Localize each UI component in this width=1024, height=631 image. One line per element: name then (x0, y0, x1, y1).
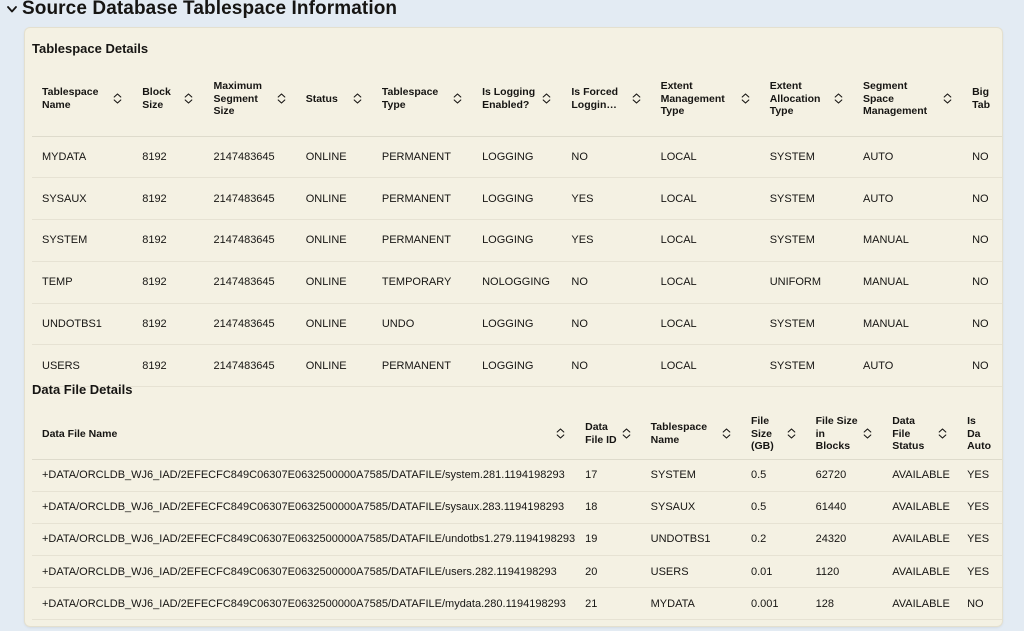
cell-extent-management-type: LOCAL (651, 261, 760, 303)
cell-is-logging-enabled: LOGGING (472, 178, 561, 220)
cell-extent-allocation-type: SYSTEM (760, 178, 853, 220)
cell-status: ONLINE (296, 303, 372, 345)
cell-file-size-in-blocks: 61440 (806, 491, 883, 523)
column-header-is-da-auto[interactable] (957, 409, 1002, 459)
cell-file-size-in-blocks: 1120 (806, 556, 883, 588)
cell-is-forced-loggin: YES (561, 178, 650, 220)
cell-extent-allocation-type: SYSTEM (760, 136, 853, 178)
data-file-details-title: Data File Details (32, 382, 133, 397)
sort-icon[interactable] (741, 93, 750, 104)
cell-data-file-name: +DATA/ORCLDB_WJ6_IAD/2EFECFC849C06307E0632500000A7585/DATAFILE/mydata.280.1194198293 (32, 588, 575, 620)
column-header-maximum-segment-size[interactable] (203, 62, 295, 136)
cell-is-forced-loggin: NO (561, 345, 650, 387)
cell-is-forced-loggin: YES (561, 220, 650, 262)
cell-tablespace-type: PERMANENT (372, 220, 472, 262)
sort-icon[interactable] (632, 93, 641, 104)
cell-extent-management-type: LOCAL (651, 220, 760, 262)
cell-data-file-status: AVAILABLE (882, 491, 957, 523)
table-row[interactable] (32, 523, 1002, 555)
cell-data-file-name: +DATA/ORCLDB_WJ6_IAD/2EFECFC849C06307E0632500000A7585/DATAFILE/users.282.1194198293 (32, 556, 575, 588)
cell-extent-management-type: LOCAL (651, 136, 760, 178)
cell-is-forced-loggin: NO (561, 261, 650, 303)
cell-file-size-gb: 0.001 (741, 588, 806, 620)
sort-icon[interactable] (353, 93, 362, 104)
cell-extent-allocation-type: UNIFORM (760, 261, 853, 303)
cell-is-da-auto: YES (957, 556, 1002, 588)
cell-tablespace-type: PERMANENT (372, 136, 472, 178)
cell-is-da-auto: YES (957, 491, 1002, 523)
column-header-label: Block Size (142, 86, 171, 111)
tablespace-details-title: Tablespace Details (32, 41, 149, 56)
column-header-tablespace-type[interactable] (372, 62, 472, 136)
cell-status: ONLINE (296, 136, 372, 178)
cell-maximum-segment-size: 2147483645 (203, 345, 295, 387)
cell-segment-space-management: AUTO (853, 136, 962, 178)
table-row[interactable] (32, 491, 1002, 523)
cell-extent-management-type: LOCAL (651, 345, 760, 387)
sort-icon[interactable] (834, 93, 843, 104)
cell-file-size-in-blocks: 24320 (806, 523, 883, 555)
column-header-label: File Size in Blocks (815, 415, 858, 452)
cell-extent-management-type: LOCAL (651, 303, 760, 345)
column-header-label: Extent Management Type (660, 80, 725, 117)
cell-status: ONLINE (296, 178, 372, 220)
cell-block-size: 8192 (132, 136, 203, 178)
sort-icon[interactable] (542, 93, 551, 104)
cell-extent-allocation-type: SYSTEM (760, 220, 853, 262)
cell-tablespace-name: MYDATA (32, 136, 132, 178)
cell-extent-allocation-type: SYSTEM (760, 345, 853, 387)
data-file-details-table (32, 409, 1002, 620)
column-header-data-file-status[interactable] (882, 409, 957, 459)
cell-tablespace-name: TEMP (32, 261, 132, 303)
cell-extent-management-type: LOCAL (651, 178, 760, 220)
column-header-block-size[interactable] (132, 62, 203, 136)
cell-file-size-gb: 0.01 (741, 556, 806, 588)
cell-data-file-id: 20 (575, 556, 641, 588)
cell-tablespace-name: SYSAUX (641, 491, 741, 523)
cell-extent-allocation-type: SYSTEM (760, 303, 853, 345)
cell-status: ONLINE (296, 261, 372, 303)
cell-is-logging-enabled: LOGGING (472, 345, 561, 387)
table-row[interactable] (32, 178, 1002, 220)
column-header-extent-allocation-type[interactable] (760, 62, 853, 136)
column-header-segment-space-management[interactable] (853, 62, 962, 136)
cell-data-file-status: AVAILABLE (882, 523, 957, 555)
cell-is-logging-enabled: NOLOGGING (472, 261, 561, 303)
cell-data-file-status: AVAILABLE (882, 459, 957, 491)
cell-big-tab: NO (962, 136, 1002, 178)
cell-file-size-gb: 0.5 (741, 459, 806, 491)
cell-is-logging-enabled: LOGGING (472, 136, 561, 178)
cell-tablespace-name: UNDOTBS1 (641, 523, 741, 555)
cell-block-size: 8192 (132, 261, 203, 303)
column-header-tablespace-name[interactable] (32, 62, 132, 136)
sort-icon[interactable] (622, 428, 631, 439)
column-header-big-tab[interactable] (962, 62, 1002, 136)
column-header-tablespace-name[interactable] (641, 409, 741, 459)
sort-icon[interactable] (938, 428, 947, 439)
sort-icon[interactable] (184, 93, 193, 104)
cell-tablespace-type: UNDO (372, 303, 472, 345)
cell-segment-space-management: AUTO (853, 345, 962, 387)
column-header-label: Segment Space Management (862, 80, 928, 117)
cell-file-size-gb: 0.5 (741, 491, 806, 523)
column-header-label: Is Logging Enabled? (482, 86, 536, 111)
cell-data-file-name: +DATA/ORCLDB_WJ6_IAD/2EFECFC849C06307E0632500000A7585/DATAFILE/system.281.1194198293 (32, 459, 575, 491)
column-header-label: Data File Status (892, 415, 925, 452)
cell-segment-space-management: MANUAL (853, 303, 962, 345)
sort-icon[interactable] (722, 428, 731, 439)
table-row[interactable] (32, 261, 1002, 303)
tablespace-details-table (32, 62, 1002, 387)
table-row[interactable] (32, 588, 1002, 620)
column-header-label: Data File ID (585, 421, 617, 446)
column-header-label: File Size (GB) (750, 415, 774, 452)
cell-big-tab: NO (962, 345, 1002, 387)
column-header-label: Is Forced Loggin… (571, 86, 619, 111)
table-row[interactable] (32, 556, 1002, 588)
page-title: Source Database Tablespace Information (22, 0, 398, 19)
cell-tablespace-name: SYSTEM (641, 459, 741, 491)
column-header-label: Tablespace Name (650, 421, 708, 446)
cell-status: ONLINE (296, 345, 372, 387)
column-header-label: Status (305, 92, 338, 105)
column-header-label: Is Da Auto (967, 415, 992, 452)
cell-data-file-id: 21 (575, 588, 641, 620)
column-header-data-file-id[interactable] (575, 409, 641, 459)
cell-maximum-segment-size: 2147483645 (203, 261, 295, 303)
column-header-file-size-in-blocks[interactable] (806, 409, 883, 459)
cell-maximum-segment-size: 2147483645 (203, 136, 295, 178)
cell-tablespace-type: TEMPORARY (372, 261, 472, 303)
sort-icon[interactable] (453, 93, 462, 104)
column-header-data-file-name[interactable] (32, 409, 575, 459)
cell-tablespace-name: MYDATA (641, 588, 741, 620)
sort-icon[interactable] (863, 428, 872, 439)
cell-status: ONLINE (296, 220, 372, 262)
cell-tablespace-name: USERS (32, 345, 132, 387)
cell-data-file-id: 19 (575, 523, 641, 555)
sort-icon[interactable] (787, 428, 796, 439)
cell-is-logging-enabled: LOGGING (472, 303, 561, 345)
cell-is-forced-loggin: NO (561, 303, 650, 345)
cell-data-file-id: 17 (575, 459, 641, 491)
column-header-label: Maximum Segment Size (213, 80, 262, 117)
cell-data-file-name: +DATA/ORCLDB_WJ6_IAD/2EFECFC849C06307E0632500000A7585/DATAFILE/sysaux.283.1194198293 (32, 491, 575, 523)
cell-is-forced-loggin: NO (561, 136, 650, 178)
cell-data-file-id: 18 (575, 491, 641, 523)
cell-block-size: 8192 (132, 178, 203, 220)
cell-data-file-name: +DATA/ORCLDB_WJ6_IAD/2EFECFC849C06307E0632500000A7585/DATAFILE/undotbs1.279.1194198293 (32, 523, 575, 555)
table-row[interactable] (32, 345, 1002, 387)
table-row[interactable] (32, 459, 1002, 491)
cell-is-da-auto: NO (957, 588, 1002, 620)
table-row[interactable] (32, 136, 1002, 178)
cell-file-size-in-blocks: 128 (806, 588, 883, 620)
sort-icon[interactable] (556, 428, 565, 439)
cell-big-tab: NO (962, 261, 1002, 303)
cell-big-tab: NO (962, 220, 1002, 262)
cell-tablespace-name: UNDOTBS1 (32, 303, 132, 345)
table-row[interactable] (32, 220, 1002, 262)
column-header-file-size-gb[interactable] (741, 409, 806, 459)
cell-maximum-segment-size: 2147483645 (203, 178, 295, 220)
cell-tablespace-name: USERS (641, 556, 741, 588)
cell-tablespace-name: SYSAUX (32, 178, 132, 220)
cell-block-size: 8192 (132, 345, 203, 387)
cell-segment-space-management: MANUAL (853, 220, 962, 262)
cell-big-tab: NO (962, 303, 1002, 345)
column-header-is-forced-loggin[interactable] (561, 62, 650, 136)
cell-tablespace-name: SYSTEM (32, 220, 132, 262)
section-header[interactable] (6, 0, 397, 21)
cell-data-file-status: AVAILABLE (882, 556, 957, 588)
column-header-label: Tablespace Type (381, 86, 439, 111)
chevron-down-icon[interactable] (6, 3, 18, 15)
column-header-label: Data File Name (42, 427, 118, 440)
sort-icon[interactable] (943, 93, 952, 104)
cell-block-size: 8192 (132, 220, 203, 262)
column-header-label: Big Tab (972, 86, 990, 111)
cell-file-size-gb: 0.2 (741, 523, 806, 555)
tablespace-info-panel (25, 28, 1002, 626)
cell-segment-space-management: AUTO (853, 178, 962, 220)
column-header-is-logging-enabled[interactable] (472, 62, 561, 136)
cell-is-da-auto: YES (957, 523, 1002, 555)
sort-icon[interactable] (277, 93, 286, 104)
cell-maximum-segment-size: 2147483645 (203, 220, 295, 262)
column-header-status[interactable] (296, 62, 372, 136)
cell-segment-space-management: MANUAL (853, 261, 962, 303)
cell-file-size-in-blocks: 62720 (806, 459, 883, 491)
column-header-label: Tablespace Name (42, 86, 99, 111)
cell-maximum-segment-size: 2147483645 (203, 303, 295, 345)
column-header-extent-management-type[interactable] (651, 62, 760, 136)
cell-is-da-auto: YES (957, 459, 1002, 491)
table-row[interactable] (32, 303, 1002, 345)
cell-tablespace-type: PERMANENT (372, 345, 472, 387)
cell-tablespace-type: PERMANENT (372, 178, 472, 220)
cell-data-file-status: AVAILABLE (882, 588, 957, 620)
cell-big-tab: NO (962, 178, 1002, 220)
sort-icon[interactable] (113, 93, 122, 104)
cell-is-logging-enabled: LOGGING (472, 220, 561, 262)
cell-block-size: 8192 (132, 303, 203, 345)
column-header-label: Extent Allocation Type (769, 80, 821, 117)
